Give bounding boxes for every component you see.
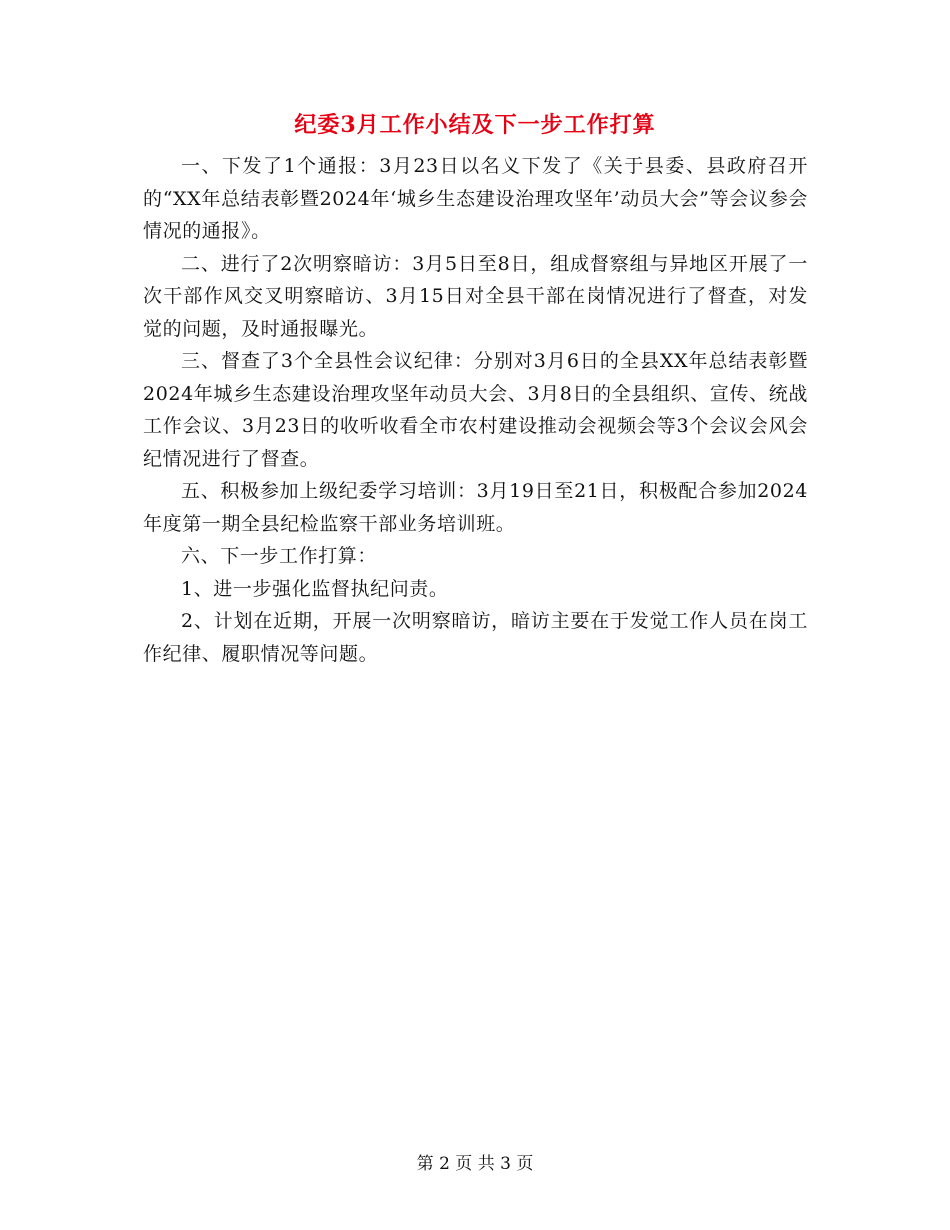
paragraph-meeting-discipline: 三、督查了3个全县性会议纪律：分别对3月6日的全县XX年总结表彰暨2024年城乡生态建设治理攻坚年动员大会、3月8日的全县组织、宣传、统战工作会议、3月23日的收听收看全市农村建设推动会视频会等3个会议会风会纪情况进行了督查。: [143, 350, 808, 470]
paragraph-next-step-2: 2、计划在近期，开展一次明察暗访，暗访主要在于发觉工作人员在岗工作纪律、履职情况等问题。: [143, 610, 808, 665]
paragraph-training: 五、积极参加上级纪委学习培训：3月19日至21日，积极配合参加2024年度第一期全县纪检监察干部业务培训班。: [143, 480, 808, 535]
page-number-footer: 第 2 页 共 3 页: [416, 1154, 534, 1174]
paragraph-next-step-1: 1、进一步强化监督执纪问责。: [181, 577, 449, 600]
document-title: 纪委3月工作小结及下一步工作打算: [294, 112, 656, 138]
paragraph-next-steps-heading: 六、下一步工作打算：: [181, 545, 378, 567]
document-body: [143, 150, 808, 670]
paragraph-notice: 一、下发了1个通报：3月23日以名义下发了《关于县委、县政府召开的“XX年总结表彰暨2024年‘城乡生态建设治理攻坚年’动员大会”等会议参会情况的通报》。: [143, 155, 808, 242]
paragraph-inspections: 二、进行了2次明察暗访：3月5日至8日，组成督察组与异地区开展了一次干部作风交叉明察暗访、3月15日对全县干部在岗情况进行了督查，对发觉的问题，及时通报曝光。: [143, 252, 808, 340]
